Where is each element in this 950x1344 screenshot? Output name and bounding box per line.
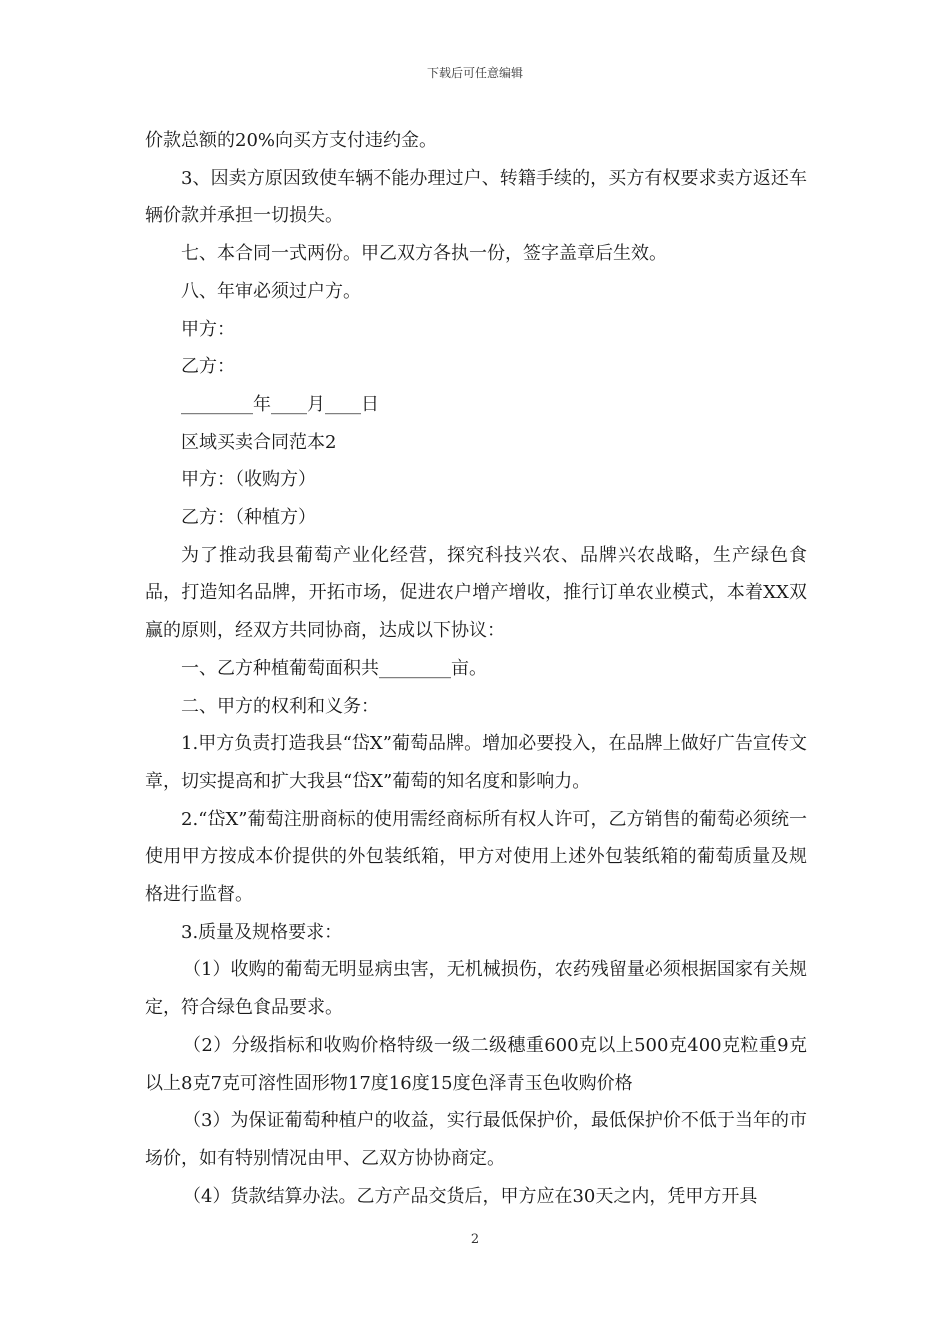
paragraph-planting-area: 一、乙方种植葡萄面积共________亩。: [181, 657, 487, 679]
party-b-label: 乙方：（种植方）: [181, 507, 316, 529]
paragraph-brand-clause: 1.甲方负责打造我县“岱X”葡萄品牌。增加必要投入，在品牌上做好广告宣传文章，切实提高和扩大我县“岱X”葡萄的知名度和影响力。: [145, 733, 807, 792]
date-line: ________年____月____日: [181, 393, 379, 415]
party-a-signature-label: 甲方：: [181, 318, 235, 340]
paragraph-quality-3: （3）为保证葡萄种植户的收益，实行最低保护价，最低保护价不低于当年的市场价，如有特别情况由甲、乙双方协协商定。: [145, 1110, 807, 1169]
party-a-label: 甲方：（收购方）: [181, 469, 316, 491]
page-header: 下载后可任意编辑: [426, 66, 523, 80]
document-body: [145, 122, 807, 1215]
paragraph-transfer-clause: 3、因卖方原因致使车辆不能办理过户、转籍手续的，买方有权要求卖方返还车辆价款并承担一切损失。: [145, 167, 807, 227]
paragraph-quality-1: （1）收购的葡萄无明显病虫害，无机械损伤，农药残留量必须根据国家有关规定，符合绿色食品要求。: [145, 959, 807, 1019]
paragraph-quality-heading: 3.质量及规格要求：: [181, 921, 343, 943]
page-number: 2: [470, 1232, 480, 1247]
paragraph-rights-heading: 二、甲方的权利和义务：: [181, 695, 379, 717]
paragraph-trademark-clause: 2.“岱X”葡萄注册商标的使用需经商标所有权人许可，乙方销售的葡萄必须统一使用甲方按成本价提供的外包装纸箱，甲方对使用上述外包装纸箱的葡萄质量及规格进行监督。: [145, 808, 807, 906]
paragraph-quality-2: （2）分级指标和收购价格特级一级二级穗重600克以上500克400克粒重9克以上8克7克可溶性固形物17度16度15度色泽青玉色收购价格: [145, 1034, 807, 1094]
paragraph-penalty: 价款总额的20%向买方支付违约金。: [145, 130, 438, 151]
paragraph-annual-review: 八、年审必须过户方。: [181, 280, 361, 302]
party-b-signature-label: 乙方：: [181, 356, 235, 378]
paragraph-preamble: 为了推动我县葡萄产业化经营，探究科技兴农、品牌兴农战略，生产绿色食品，打造知名品牌，开拓市场，促进农户增产增收，推行订单农业模式，本着XX双赢的原则，经双方共同协商，达成以下协议：: [145, 544, 807, 642]
section-title: 区域买卖合同范本2: [181, 431, 337, 453]
paragraph-quality-4: （4）货款结算办法。乙方产品交货后，甲方应在30天之内，凭甲方开具: [183, 1185, 758, 1207]
paragraph-copies: 七、本合同一式两份。甲乙双方各执一份，签字盖章后生效。: [181, 243, 667, 265]
